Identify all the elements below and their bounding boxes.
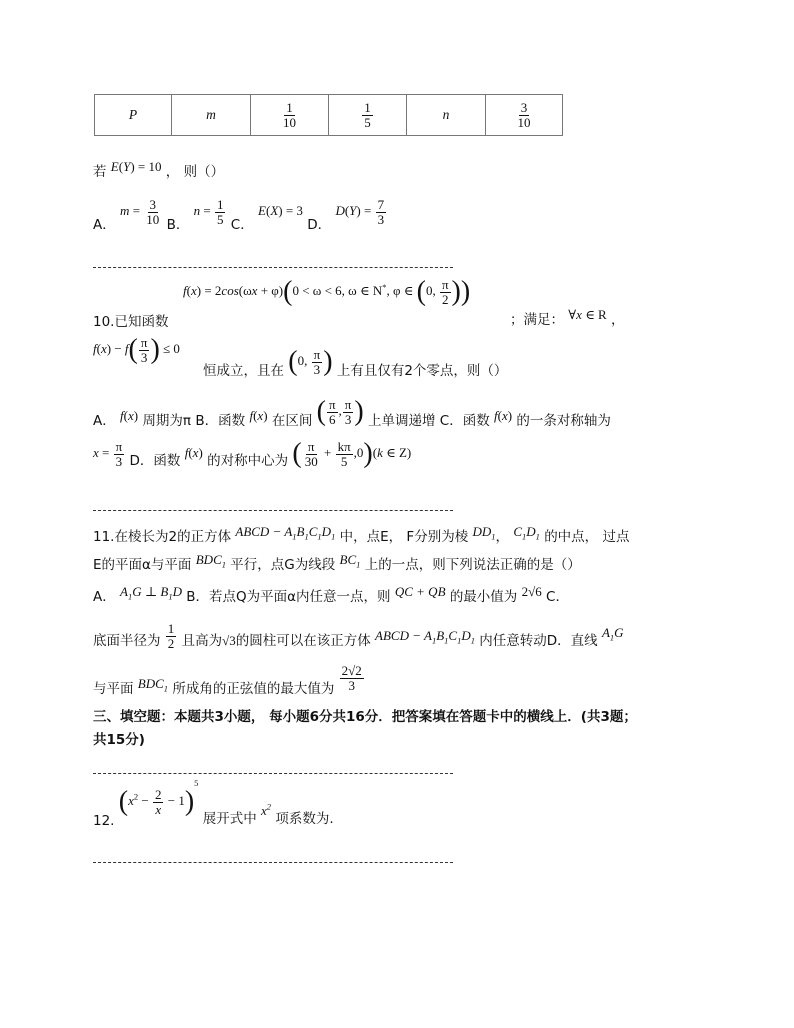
table-cell-3-10: $\frac{3}{10}$ xyxy=(486,95,563,136)
q12: 12. ($x^2$ − $\frac{2}{x}$ − 1)$^5$ 展开式中 $x^2$ 项系数为. xyxy=(93,777,334,830)
table-cell-p: P xyxy=(95,95,172,136)
q9-options xyxy=(93,197,387,234)
q11-line4: 底面半径为 $\frac{1}{2}$ 且高为√3的圆柱可以在该正方体 ABCD − $A_1B_1C_1D_1$ 内任意转动D．直线 $A_1G$ xyxy=(93,621,624,651)
q9-premise: 若 E(Y) = 10 ， 则（） xyxy=(93,159,225,180)
q10-options-cd: x = $\frac{\pi}{3}$ D．函数 f(x) 的对称中心为 ( $\frac{\pi}{30}$ + $\frac{k\pi}{5}$ ,0)(k ∈ Z) xyxy=(93,438,412,470)
q10-satisfy: ；满足： ∀x ∈ R ， xyxy=(510,307,625,328)
q10-inequality: f(x) − f( $\frac{\pi}{3}$ ) ≤ 0 xyxy=(93,334,180,366)
section-3-heading: 三、填空题：本题共3小题， 每小题6分共16分．把答案填在答题卡中的横线上．(共3题； xyxy=(93,709,637,725)
q11-line5: 与平面 $BDC_1$ 所成角的正弦值的最大值为 $\frac{2√2}{3}$ xyxy=(93,663,362,698)
divider xyxy=(93,862,453,863)
table-cell-n: n xyxy=(407,95,486,136)
table-cell-1-10: $\frac{1}{10}$ xyxy=(251,95,329,136)
q9-option-c: E(X) = 3 xyxy=(258,203,303,219)
q9-option-b-label: B． xyxy=(166,217,190,234)
q9-option-a-label: A． xyxy=(93,217,116,234)
q9-option-b: n = $\frac{1}{5}$ xyxy=(193,197,224,227)
table-cell-1-5: $\frac{1}{5}$ xyxy=(329,95,407,136)
divider xyxy=(93,773,453,774)
divider xyxy=(93,510,453,511)
q9-option-d: D(Y) = $\frac{7}{3}$ xyxy=(335,197,385,227)
q10-options-ab: A． f(x) 周期为π B．函数 f(x) 在区间 ( $\frac{\pi}{6}$ , $\frac{\pi}{3}$ ) 上单调递增 C．函数 f(x) 的一条对称轴为 xyxy=(93,396,611,430)
q11-line1: 11.在棱长为2的正方体 ABCD − $A_1B_1C_1D_1$ 中，点E， F分别为棱 $DD_1$， $C_1D_1$ 的中点， 过点 xyxy=(93,524,630,545)
q10-lead: 10.已知函数 xyxy=(93,314,169,330)
q11-options-abc: A． $A_1G$ ⊥ $B_1D$ B．若点Q为平面α内任意一点，则 QC + QB 的最小值为 2√6 C． xyxy=(93,584,569,605)
table-cell-m: m xyxy=(172,95,251,136)
q9-option-c-label: C． xyxy=(230,217,254,234)
table-row xyxy=(95,95,563,136)
q10-function: f(x) = 2cos(ωx + φ)(0 < ω < 6, ω ∈ N*, φ ∈ (0, $\frac{\pi}{2}$ )) xyxy=(183,276,471,308)
distribution-table xyxy=(94,94,563,136)
divider xyxy=(93,267,453,268)
q10-line2: 恒成立，且在 (0, $\frac{\pi}{3}$ ) 上有且仅有2个零点，则（） xyxy=(203,346,508,380)
q9-option-d-label: D． xyxy=(307,217,332,234)
q9-option-a: m = $\frac{3}{10}$ xyxy=(120,197,160,227)
section-3-heading-cont: 共15分) xyxy=(93,732,145,748)
q11-line2: E的平面α与平面 $BDC_1$ 平行，点G为线段 $BC_1$ 上的一点，则下列说法正确的是（） xyxy=(93,552,581,573)
